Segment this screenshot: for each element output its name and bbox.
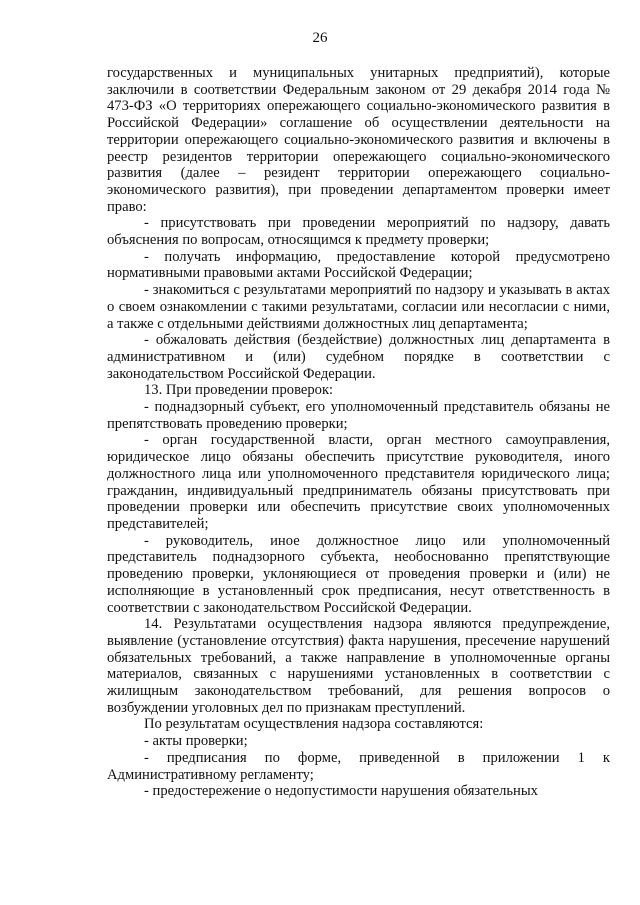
paragraph: - поднадзорный субъект, его уполномоченный представитель обязаны не препятствовать проведению проверки; <box>107 399 610 432</box>
paragraph: - знакомиться с результатами мероприятий по надзору и указывать в актах о своем ознакомлении с такими результатами, согласии или несогласии с ними, а также с отдельными действиями должностных лиц департамента; <box>107 282 610 332</box>
paragraph: - присутствовать при проведении мероприятий по надзору, давать объяснения по вопросам, относящимся к предмету проверки; <box>107 215 610 249</box>
paragraph: государственных и муниципальных унитарных предприятий), которые заключили в соответствии Федеральным законом от 29 декабря 2014 года № 473-ФЗ «О территориях опережающего социально-экономического развития в Российской Федерации» соглашение об осуществлении деятельности на территории опережающего социально-экономического развития и включены в реестр резидентов территории опережающего социально-экономического развития (далее – резидент территории опережающего социально-экономического развития), при проведении департаментом проверки имеет право: <box>107 65 610 215</box>
paragraph: - орган государственной власти, орган местного самоуправления, юридическое лицо обязаны обеспечить присутствие руководителя, иного должностного лица или уполномоченного представителя юридического лица; гражданин, индивидуальный предприниматель обязаны присутствовать при проведении проверки или обеспечить присутствие своих уполномоченных представителей; <box>107 432 610 532</box>
paragraph: - предостережение о недопустимости нарушения обязательных <box>144 783 538 800</box>
page-number: 26 <box>312 30 328 46</box>
paragraph: 13. При проведении проверок: <box>144 382 334 399</box>
paragraph: 14. Результатами осуществления надзора являются предупреждение, выявление (установление отсутствия) факта нарушения, пресечение нарушений обязательных требований, а также направление в уполномоченные органы материалов, связанных с нарушениями установленных в соответствии с жилищным законодательством требований, для решения вопросов о возбуждении уголовных дел по признакам преступлений. <box>107 616 610 716</box>
document-body <box>107 65 610 800</box>
paragraph: - получать информацию, предоставление которой предусмотрено нормативными правовыми актами Российской Федерации; <box>107 248 610 282</box>
paragraph: - обжаловать действия (бездействие) должностных лиц департамента в административном и (или) судебном порядке в соответствии с законодательством Российской Федерации. <box>107 332 610 382</box>
paragraph: По результатам осуществления надзора составляются: <box>144 716 484 733</box>
paragraph: - руководитель, иное должностное лицо или уполномоченный представитель поднадзорного субъекта, необоснованно препятствующие проведению проверки, уклоняющиеся от проведения проверки и (или) не исполняющие в установленный срок предписания, несут ответственность в соответствии с законодательством Российской Федерации. <box>107 532 610 616</box>
paragraph: - акты проверки; <box>144 733 248 750</box>
paragraph: - предписания по форме, приведенной в приложении 1 к Административному регламенту; <box>107 749 610 783</box>
